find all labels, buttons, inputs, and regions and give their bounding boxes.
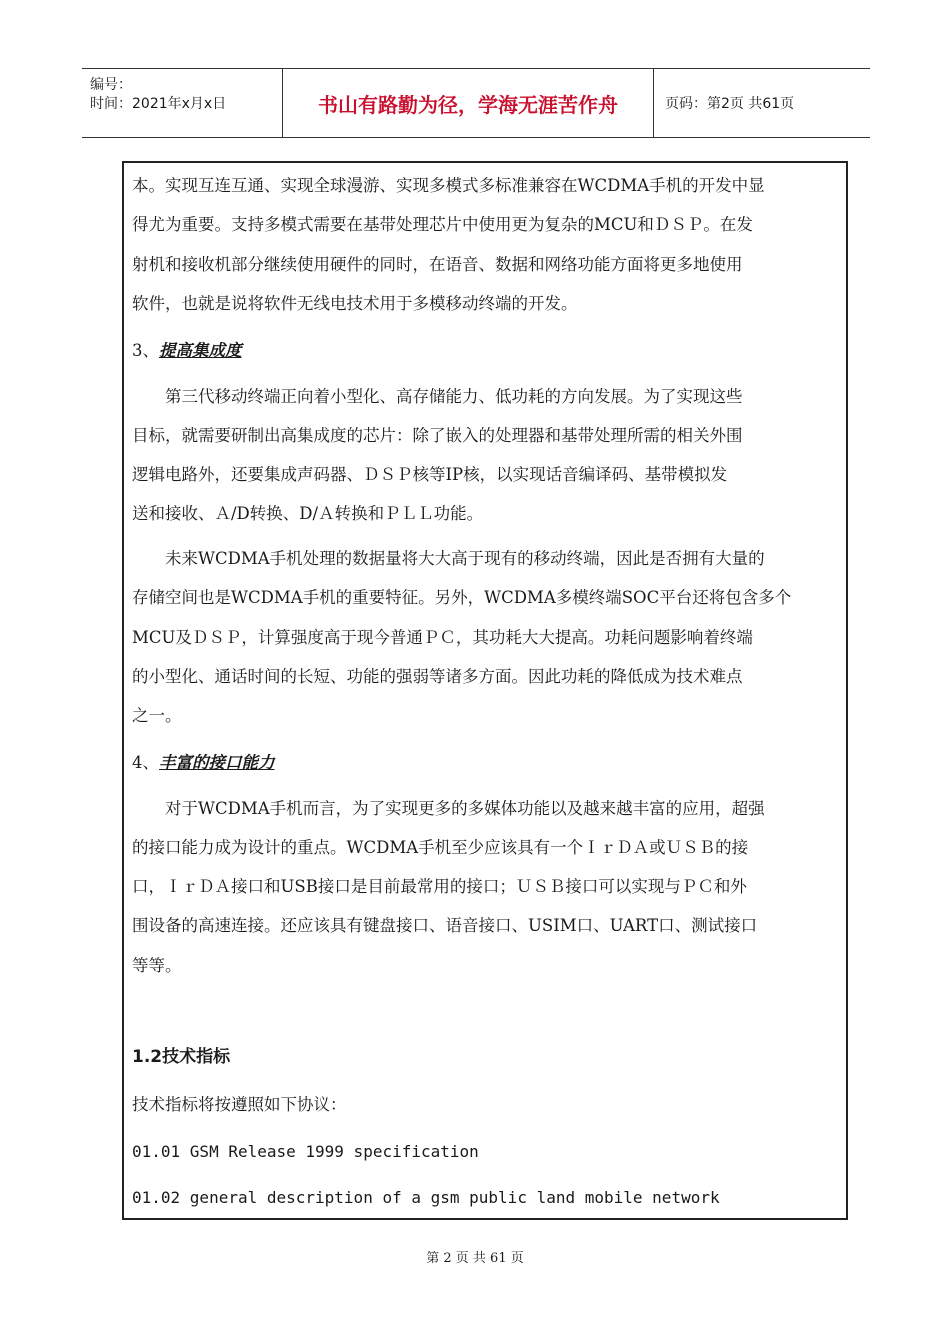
number-label: 编号： [90,77,132,93]
body-line: 软件，也就是说将软件无线电技术用于多模移动终端的开发。 [132,294,578,313]
content-frame [122,161,848,1220]
section-4-title: 丰富的接口能力 [159,753,275,772]
section-3-number: 3、 [132,341,159,360]
header-page-info: 页码：第2页 共61页 [665,96,795,112]
body-line: 对于WCDMA手机而言，为了实现更多的多媒体功能以及越来越丰富的应用，超强 [165,799,765,818]
body-line: 口，ＩｒＤＡ接口和USB接口是目前最常用的接口；ＵＳＢ接口可以实现与ＰＣ和外 [132,877,747,896]
body-line: 之一。 [132,706,182,725]
body-line: 射机和接收机部分继续使用硬件的同时，在语音、数据和网络功能方面将更多地使用 [132,255,743,274]
body-line: MCU及ＤＳＰ，计算强度高于现今普通ＰＣ，其功耗大大提高。功耗问题影响着终端 [132,628,753,647]
page-footer: 第 2 页 共 61 页 [426,1251,524,1266]
page-header [82,68,870,138]
section-4-number: 4、 [132,753,159,772]
body-line: 第三代移动终端正向着小型化、高存储能力、低功耗的方向发展。为了实现这些 [165,387,743,406]
section-1-2-heading: 1.2技术指标 [132,1047,231,1067]
body-line: 的接口能力成为设计的重点。WCDMA手机至少应该具有一个ＩｒＤＡ或ＵＳＢ的接 [132,838,749,857]
body-line: 存储空间也是WCDMA手机的重要特征。另外，WCDMA多模终端SOC平台还将包含多个 [132,588,792,607]
protocol-item: 01.01 GSM Release 1999 specification [132,1142,479,1161]
intro-line: 技术指标将按遵照如下协议： [132,1095,347,1114]
section-4-heading [132,753,275,773]
body-line: 的小型化、通话时间的长短、功能的强弱等诸多方面。因此功耗的降低成为技术难点 [132,667,743,686]
body-line: 本。实现互连互通、实现全球漫游、实现多模式多标准兼容在WCDMA手机的开发中显 [132,176,765,195]
body-line: 逻辑电路外，还要集成声码器、ＤＳＰ核等IP核，以实现话音编译码、基带模拟发 [132,465,728,484]
body-line: 目标，就需要研制出高集成度的芯片：除了嵌入的处理器和基带处理所需的相关外围 [132,426,743,445]
section-3-heading [132,341,242,361]
section-3-title: 提高集成度 [159,341,242,360]
header-motto: 书山有路勤为径，学海无涯苦作舟 [283,69,654,137]
body-line: 送和接收、Ａ/D转换、D/Ａ转换和ＰＬＬ功能。 [132,504,484,523]
body-line: 围设备的高速连接。还应该具有键盘接口、语音接口、USIM口、UART口、测试接口 [132,916,758,935]
time-label: 时间：2021年x月x日 [90,96,227,112]
body-line: 得尤为重要。支持多模式需要在基带处理芯片中使用更为复杂的MCU和ＤＳＰ。在发 [132,215,753,234]
header-meta-cell [82,69,283,137]
body-line: 等等。 [132,956,182,975]
protocol-item: 01.02 general description of a gsm public land mobile network [132,1188,720,1207]
body-line: 未来WCDMA手机处理的数据量将大大高于现有的移动终端，因此是否拥有大量的 [165,549,765,568]
